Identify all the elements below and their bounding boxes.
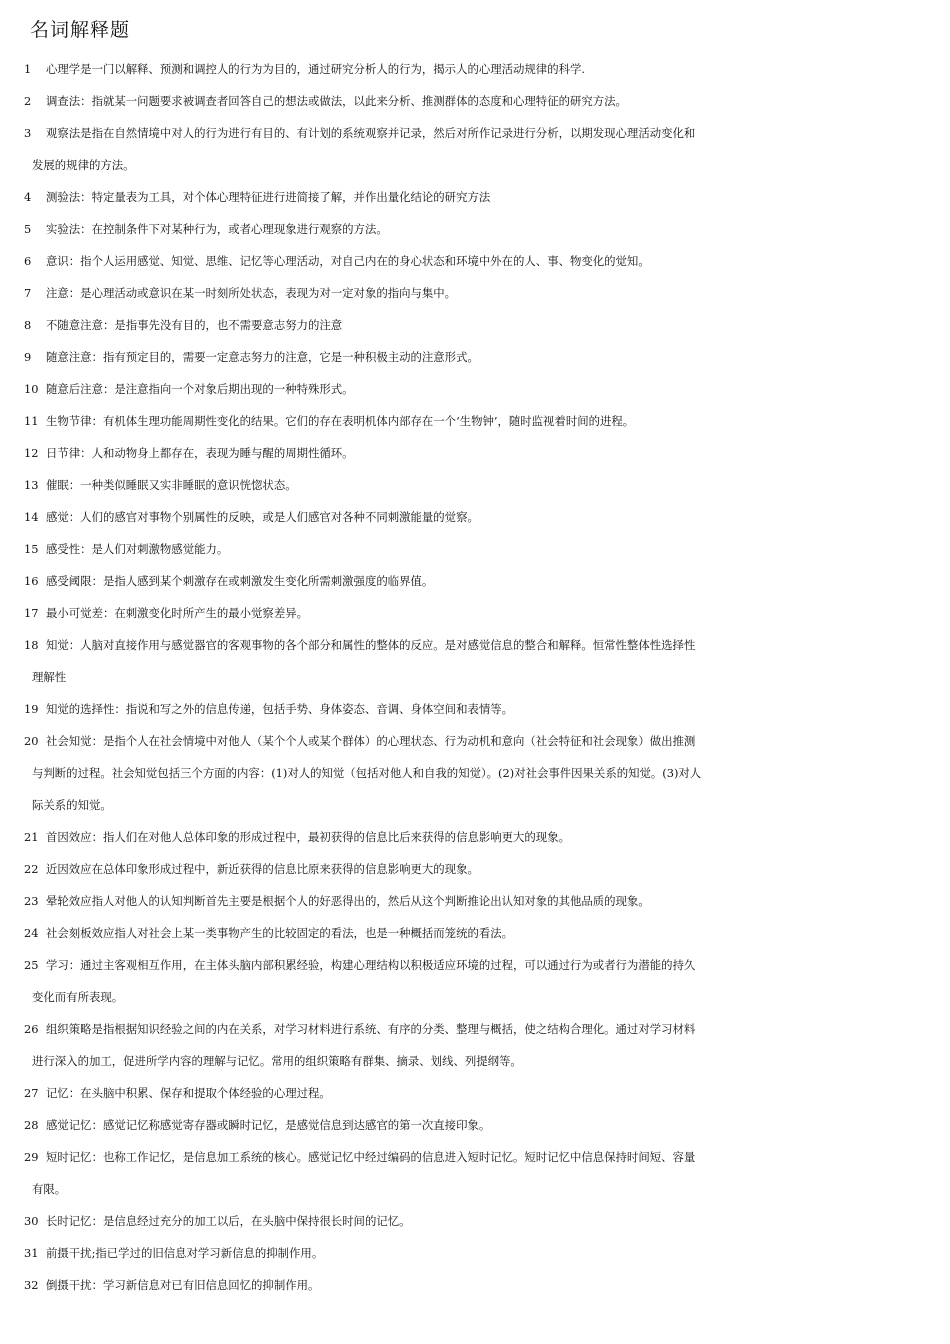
term-entry bbox=[0, 1269, 722, 1301]
entry-text: 学习：通过主客观相互作用，在主体头脑内部积累经验，构建心理结构以积极适应环境的过程，可以通过行为或者行为潜能的持久 bbox=[46, 958, 696, 972]
entry-text: 长时记忆：是信息经过充分的加工以后，在头脑中保持很长时间的记忆。 bbox=[46, 1214, 411, 1228]
entry-number: 26 bbox=[24, 1022, 39, 1036]
entry-text: 前摄干扰;指已学过的旧信息对学习新信息的抑制作用。 bbox=[46, 1246, 324, 1260]
entry-text: 短时记忆：也称工作记忆，是信息加工系统的核心。感觉记忆中经过编码的信息进入短时记忆。短时记忆中信息保持时间短、容量 bbox=[46, 1150, 696, 1164]
entry-text-continued: 际关系的知觉。 bbox=[32, 798, 112, 812]
entry-number: 3 bbox=[24, 126, 32, 140]
entry-text: 首因效应：指人们在对他人总体印象的形成过程中，最初获得的信息比后来获得的信息影响更大的现象。 bbox=[46, 830, 570, 844]
entry-number: 22 bbox=[24, 862, 39, 876]
entry-number: 9 bbox=[24, 350, 32, 364]
entry-number: 21 bbox=[24, 830, 39, 844]
entry-text: 记忆：在头脑中积累、保存和提取个体经验的心理过程。 bbox=[46, 1086, 331, 1100]
term-entry bbox=[0, 85, 722, 117]
entry-text: 倒摄干扰：学习新信息对已有旧信息回忆的抑制作用。 bbox=[46, 1278, 320, 1292]
entry-number: 12 bbox=[24, 446, 39, 460]
term-entry bbox=[0, 437, 722, 469]
term-entry-continuation bbox=[0, 661, 722, 693]
entry-number: 7 bbox=[24, 286, 32, 300]
entry-text-continued: 有限。 bbox=[32, 1182, 67, 1196]
term-entry bbox=[0, 1109, 722, 1141]
entry-number: 23 bbox=[24, 894, 39, 908]
term-entry bbox=[0, 501, 722, 533]
entry-text: 社会知觉：是指个人在社会情境中对他人（某个个人或某个群体）的心理状态、行为动机和意向（社会特征和社会现象）做出推测 bbox=[46, 734, 696, 748]
entry-text: 感受阈限：是指人感到某个刺激存在或刺激发生变化所需刺激强度的临界值。 bbox=[46, 574, 434, 588]
entry-text: 最小可觉差：在刺激变化时所产生的最小觉察差异。 bbox=[46, 606, 308, 620]
term-entry bbox=[0, 469, 722, 501]
term-entry bbox=[0, 245, 722, 277]
entry-text: 测验法：特定量表为工具，对个体心理特征进行进简接了解，并作出量化结论的研究方法 bbox=[46, 190, 491, 204]
entry-number: 5 bbox=[24, 222, 32, 236]
term-entry bbox=[0, 917, 722, 949]
entry-text: 感觉：人们的感官对事物个别属性的反映，或是人们感官对各种不同刺激能量的觉察。 bbox=[46, 510, 479, 524]
term-entry bbox=[0, 1141, 722, 1173]
term-entry bbox=[0, 181, 722, 213]
term-entry bbox=[0, 949, 722, 981]
entry-number: 17 bbox=[24, 606, 39, 620]
entry-text: 不随意注意：是指事先没有目的，也不需要意志努力的注意 bbox=[46, 318, 343, 332]
term-entry bbox=[0, 1077, 722, 1109]
entry-text: 社会刻板效应指人对社会上某一类事物产生的比较固定的看法，也是一种概括而笼统的看法。 bbox=[46, 926, 514, 940]
term-entry bbox=[0, 693, 722, 725]
entry-text: 知觉：人脑对直接作用与感觉器官的客观事物的各个部分和属性的整体的反应。是对感觉信息的整合和解释。恒常性整体性选择性 bbox=[46, 638, 696, 652]
entry-text: 心理学是一门以解释、预测和调控人的行为为目的，通过研究分析人的行为，揭示人的心理活动规律的科学. bbox=[46, 62, 585, 76]
entry-number: 8 bbox=[24, 318, 32, 332]
entry-text: 实验法：在控制条件下对某种行为，或者心理现象进行观察的方法。 bbox=[46, 222, 388, 236]
term-entry bbox=[0, 725, 722, 757]
entry-number: 32 bbox=[24, 1278, 39, 1292]
term-entry bbox=[0, 405, 722, 437]
entry-text-continued: 理解性 bbox=[32, 670, 67, 684]
term-entry bbox=[0, 213, 722, 245]
entry-number: 29 bbox=[24, 1150, 39, 1164]
term-entry-continuation bbox=[0, 789, 722, 821]
entry-text-continued: 与判断的过程。社会知觉包括三个方面的内容：(1)对人的知觉（包括对他人和自我的知觉）。(2)对社会事件因果关系的知觉。(3)对人 bbox=[32, 766, 702, 780]
term-entry bbox=[0, 565, 722, 597]
entry-text-continued: 发展的规律的方法。 bbox=[32, 158, 135, 172]
entry-number: 13 bbox=[24, 478, 39, 492]
entry-number: 10 bbox=[24, 382, 39, 396]
entry-number: 25 bbox=[24, 958, 39, 972]
term-entry-continuation bbox=[0, 981, 722, 1013]
term-entry-continuation bbox=[0, 757, 722, 789]
term-entry bbox=[0, 597, 722, 629]
entry-text: 近因效应在总体印象形成过程中，新近获得的信息比原来获得的信息影响更大的现象。 bbox=[46, 862, 479, 876]
page-title: 名词解释题 bbox=[30, 19, 131, 41]
entry-number: 15 bbox=[24, 542, 39, 556]
term-entry-continuation bbox=[0, 1173, 722, 1205]
entry-number: 14 bbox=[24, 510, 39, 524]
entry-number: 2 bbox=[24, 94, 32, 108]
entry-text-continued: 进行深入的加工，促进所学内容的理解与记忆。常用的组织策略有群集、摘录、划线、列提纲等。 bbox=[32, 1054, 522, 1068]
entry-number: 11 bbox=[24, 414, 39, 428]
entry-text: 晕轮效应指人对他人的认知判断首先主要是根据个人的好恶得出的，然后从这个判断推论出认知对象的其他品质的现象。 bbox=[46, 894, 650, 908]
term-entry bbox=[0, 309, 722, 341]
entry-number: 27 bbox=[24, 1086, 39, 1100]
entry-text: 随意后注意：是注意指向一个对象后期出现的一种特殊形式。 bbox=[46, 382, 354, 396]
entry-text-continued: 变化而有所表现。 bbox=[32, 990, 124, 1004]
entry-number: 20 bbox=[24, 734, 39, 748]
term-entry bbox=[0, 1237, 722, 1269]
entry-text: 观察法是指在自然情境中对人的行为进行有目的、有计划的系统观察并记录，然后对所作记录进行分析，以期发现心理活动变化和 bbox=[46, 126, 696, 140]
entry-number: 19 bbox=[24, 702, 39, 716]
entry-text: 生物节律：有机体生理功能周期性变化的结果。它们的存在表明机体内部存在一个‘生物钟’，随时监视着时间的进程。 bbox=[46, 414, 635, 428]
entry-number: 6 bbox=[24, 254, 32, 268]
entry-number: 1 bbox=[24, 62, 32, 76]
entry-number: 16 bbox=[24, 574, 39, 588]
term-entry bbox=[0, 117, 722, 149]
entry-text: 随意注意：指有预定目的，需要一定意志努力的注意，它是一种积极主动的注意形式。 bbox=[46, 350, 479, 364]
term-entry bbox=[0, 821, 722, 853]
entry-number: 30 bbox=[24, 1214, 39, 1228]
entry-text: 催眠：一种类似睡眠又实非睡眠的意识恍惚状态。 bbox=[46, 478, 297, 492]
entry-text: 感受性：是人们对刺激物感觉能力。 bbox=[46, 542, 229, 556]
entry-number: 31 bbox=[24, 1246, 39, 1260]
entry-text: 知觉的选择性：指说和写之外的信息传递，包括手势、身体姿态、音调、身体空间和表情等。 bbox=[46, 702, 514, 716]
entry-text: 调查法：指就某一问题要求被调查者回答自己的想法或做法，以此来分析、推测群体的态度和心理特征的研究方法。 bbox=[46, 94, 627, 108]
entry-text: 意识：指个人运用感觉、知觉、思维、记忆等心理活动，对自己内在的身心状态和环境中外在的人、事、物变化的觉知。 bbox=[46, 254, 650, 268]
entry-text: 注意：是心理活动或意识在某一时刻所处状态，表现为对一定对象的指向与集中。 bbox=[46, 286, 457, 300]
term-entry bbox=[0, 277, 722, 309]
term-entry bbox=[0, 885, 722, 917]
term-entry bbox=[0, 341, 722, 373]
entry-number: 18 bbox=[24, 638, 39, 652]
term-entry bbox=[0, 1205, 722, 1237]
term-entry bbox=[0, 853, 722, 885]
entry-text: 组织策略是指根据知识经验之间的内在关系，对学习材料进行系统、有序的分类、整理与概括，使之结构合理化。通过对学习材料 bbox=[46, 1022, 696, 1036]
entry-text: 感觉记忆：感觉记忆称感觉寄存器或瞬时记忆，是感觉信息到达感官的第一次直接印象。 bbox=[46, 1118, 491, 1132]
term-entry bbox=[0, 533, 722, 565]
term-entry bbox=[0, 53, 722, 85]
entry-number: 24 bbox=[24, 926, 39, 940]
term-entry bbox=[0, 373, 722, 405]
entry-text: 日节律：人和动物身上都存在，表现为睡与醒的周期性循环。 bbox=[46, 446, 354, 460]
term-entry bbox=[0, 629, 722, 661]
entry-number: 4 bbox=[24, 190, 32, 204]
term-list bbox=[0, 53, 950, 1301]
entry-number: 28 bbox=[24, 1118, 39, 1132]
term-entry-continuation bbox=[0, 149, 722, 181]
term-entry bbox=[0, 1013, 722, 1045]
term-entry-continuation bbox=[0, 1045, 722, 1077]
